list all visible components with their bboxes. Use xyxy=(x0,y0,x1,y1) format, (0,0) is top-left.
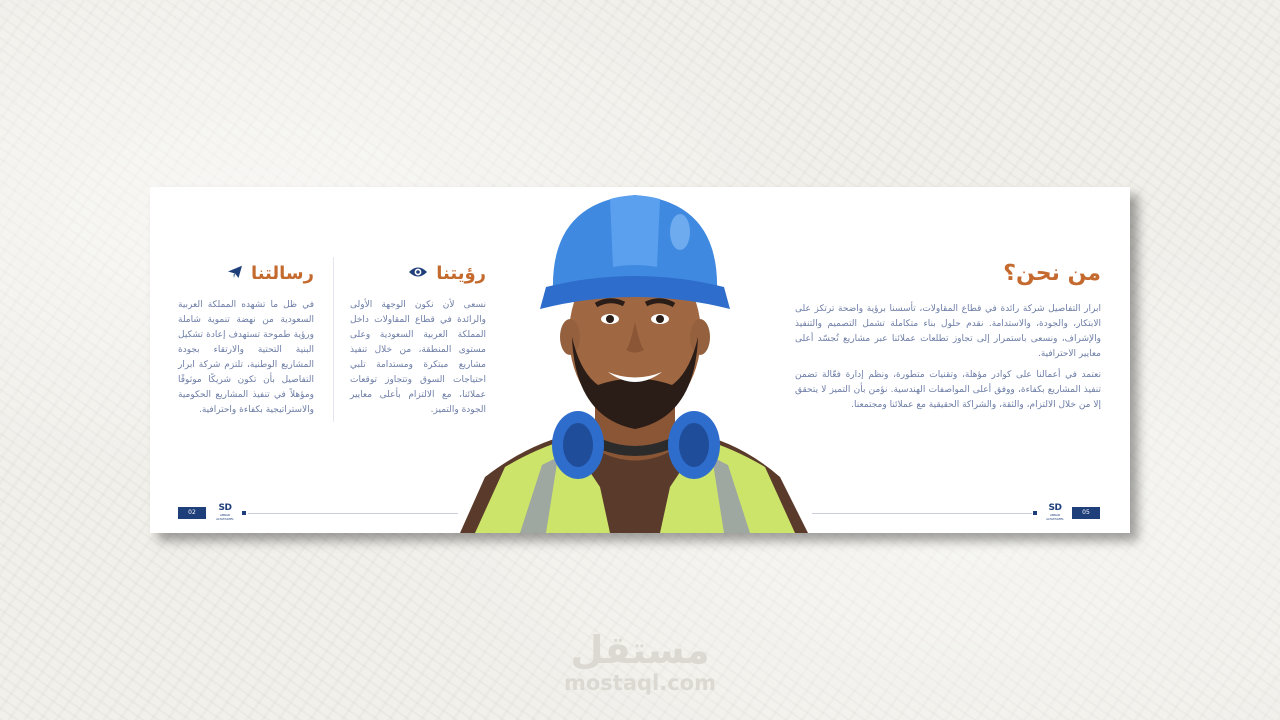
brand-logo-right xyxy=(1045,503,1065,521)
mission-heading xyxy=(178,263,314,284)
about-paragraph-2: نعتمد في أعمالنا على كوادر مؤهلة، وتقنيات متطورة، ونظم إدارة فعّالة تضمن تنفيذ المشاريع بكفاءة، ووفق أعلى المواصفات الهندسية. نؤمن بأن التميز لا يتحقق إلا من خلال الالتزام، والثقة، والشراكة الحقيقية مع عملائنا ومجتمعنا. xyxy=(795,370,1101,410)
about-paragraph-1: ابرار التفاصيل شركة رائدة في قطاع المقاولات، تأسسنا برؤية واضحة ترتكز على الابتكار، والجودة، والاستدامة. نقدم حلول بناء متكاملة تشمل التصميم والتنفيذ والإشراف، ونسعى باستمرار إلى تجاوز تطلعات عملائنا عبر مشاريع تُجسّد أعلى معايير الاحترافية. xyxy=(795,304,1101,359)
mostaql-watermark xyxy=(540,628,740,694)
vision-title: رؤيتنا xyxy=(436,263,486,284)
footer-dot-left xyxy=(242,511,246,515)
mission-title: رسالتنا xyxy=(250,263,314,284)
paper-plane-icon xyxy=(227,263,243,284)
brochure-spread xyxy=(150,187,1130,533)
about-section xyxy=(795,261,1101,413)
logo-letters: SD xyxy=(218,503,232,513)
logo-mark xyxy=(215,503,235,513)
eye-icon xyxy=(408,263,428,284)
logo-subtitle: ABRAR ALTAFASEEL xyxy=(1046,513,1064,521)
page-number-right: 05 xyxy=(1072,507,1100,519)
mission-section xyxy=(178,263,314,418)
about-heading xyxy=(795,261,1101,286)
logo-mark xyxy=(1045,503,1065,513)
column-divider xyxy=(333,257,334,422)
vision-text: نسعى لأن نكون الوجهة الأولى والرائدة في قطاع المقاولات داخل المملكة العربية السعودية وعلى مستوى المنطقة، من خلال تنفيذ مشاريع مبتكرة ومستدامة تلبي احتياجات السوق وتتجاوز توقعات عملائنا، مع الالتزام بأعلى معايير الجودة والتميز. xyxy=(350,300,486,415)
brand-logo-left xyxy=(215,503,235,521)
page-number-left: 02 xyxy=(178,507,206,519)
about-title: من نحن؟ xyxy=(1003,261,1101,286)
footer-line-left xyxy=(248,513,458,514)
footer-line-right xyxy=(812,513,1032,514)
watermark-latin: mostaql.com xyxy=(564,671,716,695)
logo-letters: SD xyxy=(1048,503,1062,513)
worker-photo xyxy=(450,187,820,533)
footer-dot-right xyxy=(1033,511,1037,515)
watermark-arabic: مستقل xyxy=(570,628,710,672)
mission-text: في ظل ما تشهده المملكة العربية السعودية من نهضة تنموية شاملة ورؤية طموحة تستهدف إعادة تشكيل البنية التحتية والارتقاء بجودة المشاريع الوطنية، تلتزم شركة ابرار التفاصيل بأن تكون شريكًا موثوقًا ومؤهلاً في تنفيذ المشاريع الحكومية والاستراتيجية بكفاءة واحترافية. xyxy=(178,300,314,415)
logo-subtitle: ABRAR ALTAFASEEL xyxy=(216,513,234,521)
